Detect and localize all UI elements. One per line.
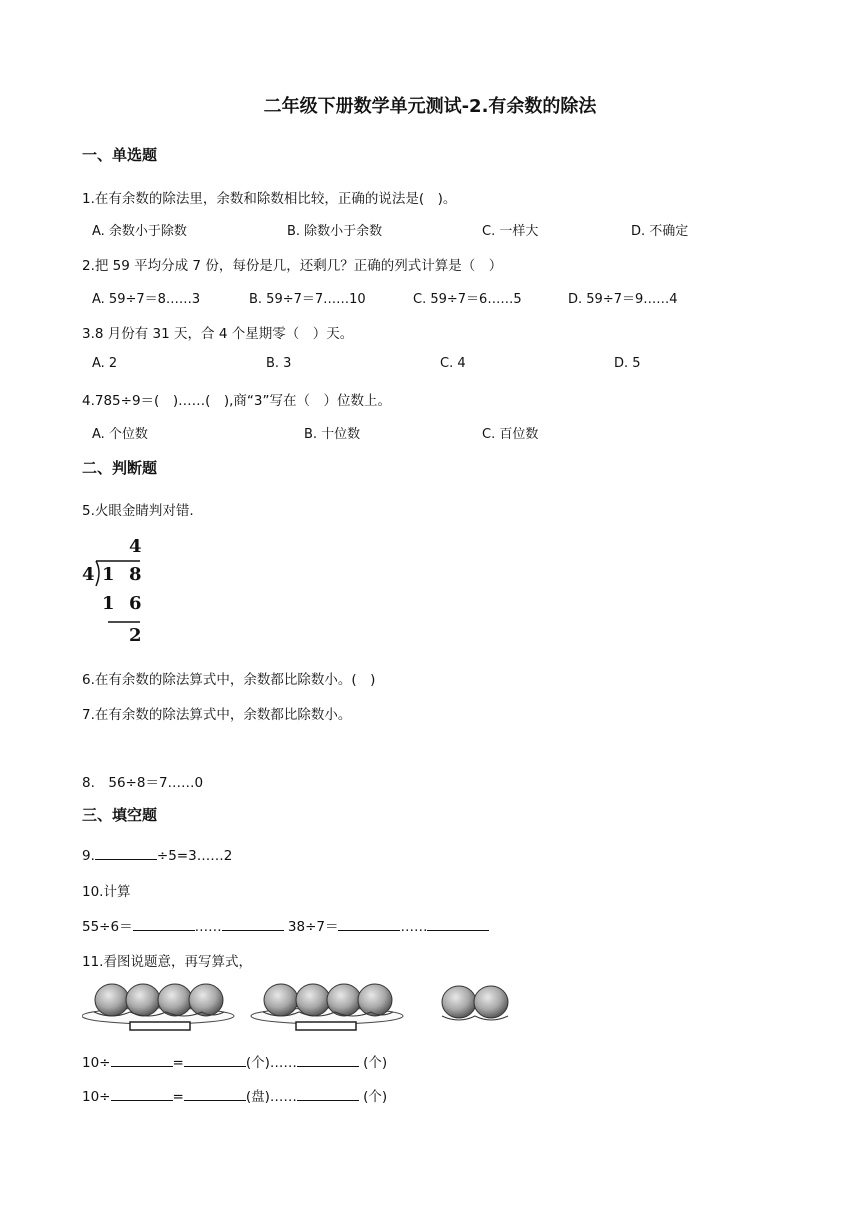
q11-line2-start: 10÷ bbox=[82, 1089, 111, 1105]
question-9 bbox=[82, 847, 232, 864]
q11-line2-remainder-blank[interactable] bbox=[297, 1088, 359, 1101]
q1-option-d[interactable]: D. 不确定 bbox=[631, 224, 689, 239]
q1-option-c[interactable]: C. 一样大 bbox=[482, 224, 539, 239]
peach-plates-illustration bbox=[82, 978, 522, 1034]
peach-plate-icon bbox=[82, 984, 234, 1030]
question-11: 11.看图说题意，再写算式， bbox=[82, 954, 252, 970]
peach-plate-icon bbox=[251, 984, 403, 1030]
q10-eq1-quotient-blank[interactable] bbox=[133, 918, 195, 931]
question-2: 2.把 59 平均分成 7 份，每份是几，还剩几？正确的列式计算是（ ） bbox=[82, 258, 503, 274]
section-heading-single-choice: 一、单选题 bbox=[82, 146, 158, 164]
q2-option-d[interactable]: D. 59÷7＝9……4 bbox=[568, 292, 678, 307]
division-dividend-ones: 8 bbox=[129, 564, 142, 585]
q3-option-b[interactable]: B. 3 bbox=[266, 356, 292, 371]
division-quotient: 4 bbox=[129, 536, 142, 557]
q9-suffix: ÷5=3……2 bbox=[156, 848, 233, 864]
q10-eq1-dots: …… bbox=[194, 919, 222, 935]
q11-line1-equals: = bbox=[172, 1055, 184, 1071]
question-5: 5.火眼金睛判对错. bbox=[82, 503, 194, 519]
q11-line-1 bbox=[82, 1051, 387, 1071]
q2-option-a[interactable]: A. 59÷7＝8……3 bbox=[92, 292, 201, 307]
q9-blank[interactable] bbox=[95, 847, 157, 860]
q11-line1-divisor-blank[interactable] bbox=[111, 1054, 173, 1067]
long-division-figure bbox=[82, 536, 142, 648]
q11-line1-unit1: (个)…… bbox=[245, 1055, 297, 1071]
q10-eq1-remainder-blank[interactable] bbox=[222, 918, 284, 931]
question-10: 10.计算 bbox=[82, 884, 131, 900]
q11-line2-unit2: (个) bbox=[358, 1089, 388, 1105]
q10-eq2-quotient-blank[interactable] bbox=[338, 918, 400, 931]
division-product-ones: 6 bbox=[129, 593, 142, 614]
q2-option-c[interactable]: C. 59÷7＝6……5 bbox=[413, 292, 522, 307]
question-8: 8. 56÷8＝7……0 bbox=[82, 775, 204, 791]
page-title: 二年级下册数学单元测试-2.有余数的除法 bbox=[263, 96, 597, 117]
q2-option-b[interactable]: B. 59÷7＝7……10 bbox=[249, 292, 366, 307]
division-divisor: 4 bbox=[82, 564, 95, 585]
question-1: 1.在有余数的除法里，余数和除数相比较，正确的说法是( )。 bbox=[82, 191, 457, 207]
q4-option-b[interactable]: B. 十位数 bbox=[304, 427, 361, 442]
peach-pair-icon bbox=[442, 986, 508, 1020]
q10-eq2-prefix: 38÷7＝ bbox=[287, 919, 339, 935]
q10-eq2-remainder-blank[interactable] bbox=[427, 918, 489, 931]
q11-line1-unit2: (个) bbox=[358, 1055, 388, 1071]
q10-eq1-prefix: 55÷6＝ bbox=[82, 919, 133, 935]
question-4: 4.785÷9＝( )……( ),商“3”写在（ ）位数上。 bbox=[82, 393, 391, 409]
q11-line1-start: 10÷ bbox=[82, 1055, 111, 1071]
q3-option-c[interactable]: C. 4 bbox=[440, 356, 466, 371]
q10-equations bbox=[82, 915, 489, 935]
q11-line2-unit1: (盘)…… bbox=[245, 1089, 297, 1105]
section-heading-fill-blank: 三、填空题 bbox=[82, 806, 158, 824]
question-6: 6.在有余数的除法算式中，余数都比除数小。( ) bbox=[82, 672, 376, 688]
division-remainder: 2 bbox=[129, 625, 142, 646]
division-product-tens: 1 bbox=[102, 593, 115, 614]
q11-line2-equals: = bbox=[172, 1089, 184, 1105]
question-7: 7.在有余数的除法算式中，余数都比除数小。 bbox=[82, 707, 352, 723]
q11-line-2 bbox=[82, 1085, 387, 1105]
q3-option-a[interactable]: A. 2 bbox=[92, 356, 118, 371]
q11-line1-quotient-blank[interactable] bbox=[184, 1054, 246, 1067]
q11-line2-quotient-blank[interactable] bbox=[184, 1088, 246, 1101]
division-dividend-tens: 1 bbox=[102, 564, 115, 585]
q11-line1-remainder-blank[interactable] bbox=[297, 1054, 359, 1067]
q4-option-a[interactable]: A. 个位数 bbox=[92, 427, 148, 442]
q1-option-a[interactable]: A. 余数小于除数 bbox=[92, 224, 187, 239]
q1-option-b[interactable]: B. 除数小于余数 bbox=[287, 224, 383, 239]
q9-prefix: 9. bbox=[82, 848, 95, 864]
q11-line2-divisor-blank[interactable] bbox=[111, 1088, 173, 1101]
section-heading-true-false: 二、判断题 bbox=[82, 459, 158, 477]
q4-option-c[interactable]: C. 百位数 bbox=[482, 427, 539, 442]
question-3: 3.8 月份有 31 天，合 4 个星期零（ ）天。 bbox=[82, 326, 354, 342]
q3-option-d[interactable]: D. 5 bbox=[614, 356, 641, 371]
q10-eq2-dots: …… bbox=[400, 919, 428, 935]
